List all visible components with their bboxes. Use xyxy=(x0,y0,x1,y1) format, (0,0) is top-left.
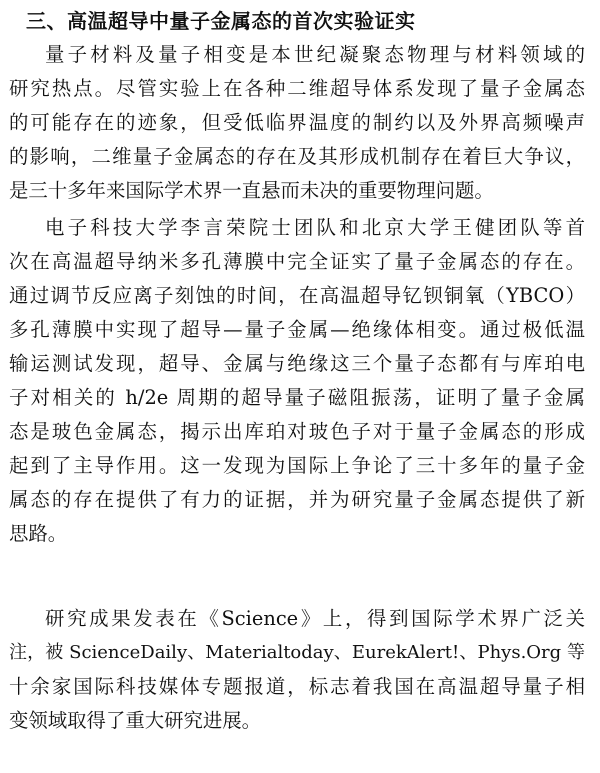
text-line: 变领域取得了重大研究进展。 xyxy=(9,709,262,732)
text-line: 多孔薄膜中实现了超导—量子金属—绝缘体相变。通过极低温 xyxy=(9,318,585,341)
paragraph-publication xyxy=(9,602,585,738)
text-line: 态是玻色金属态，揭示出库珀对玻色子对于量子金属态的形成 xyxy=(9,420,585,443)
text-line: 属态的存在提供了有力的证据，并为研究量子金属态提供了新 xyxy=(9,488,585,511)
text-line: 子对相关的 h/2e 周期的超导量子磁阻振荡，证明了量子金属 xyxy=(9,386,585,409)
text-line: 研究成果发表在《Science》上，得到国际学术界广泛关 xyxy=(45,607,585,630)
text-line: 通过调节反应离子刻蚀的时间，在高温超导钇钡铜氧（YBCO） xyxy=(9,284,585,307)
text-line: 注，被 ScienceDaily、Materialtoday、EurekAlert!、Phys.Org 等 xyxy=(9,642,585,663)
paragraph-research-result xyxy=(9,211,585,551)
text-line: 是三十多年来国际学术界一直悬而未决的重要物理问题。 xyxy=(9,179,494,202)
text-line: 次在高温超导纳米多孔薄膜中完全证实了量子金属态的存在。 xyxy=(9,250,585,273)
text-line: 十余家国际科技媒体专题报道，标志着我国在高温超导量子相 xyxy=(9,675,585,698)
text-line: 起到了主导作用。这一发现为国际上争论了三十多年的量子金 xyxy=(9,454,585,477)
text-line: 研究热点。尽管实验上在各种二维超导体系发现了量子金属态 xyxy=(9,77,585,100)
text-line: 电子科技大学李言荣院士团队和北京大学王健团队等首 xyxy=(45,216,585,239)
text-line: 的可能存在的迹象，但受低临界温度的制约以及外界高频噪声 xyxy=(9,111,585,134)
text-line: 量子材料及量子相变是本世纪凝聚态物理与材料领域的 xyxy=(45,43,585,66)
paragraph-quantum-materials xyxy=(9,38,585,208)
section-heading: 三、高温超导中量子金属态的首次实验证实 xyxy=(26,9,416,33)
text-line: 输运测试发现，超导、金属与绝缘这三个量子态都有与库珀电 xyxy=(9,352,585,375)
text-line: 的影响，二维量子金属态的存在及其形成机制存在着巨大争议， xyxy=(9,145,585,168)
text-line: 思路。 xyxy=(9,522,68,545)
